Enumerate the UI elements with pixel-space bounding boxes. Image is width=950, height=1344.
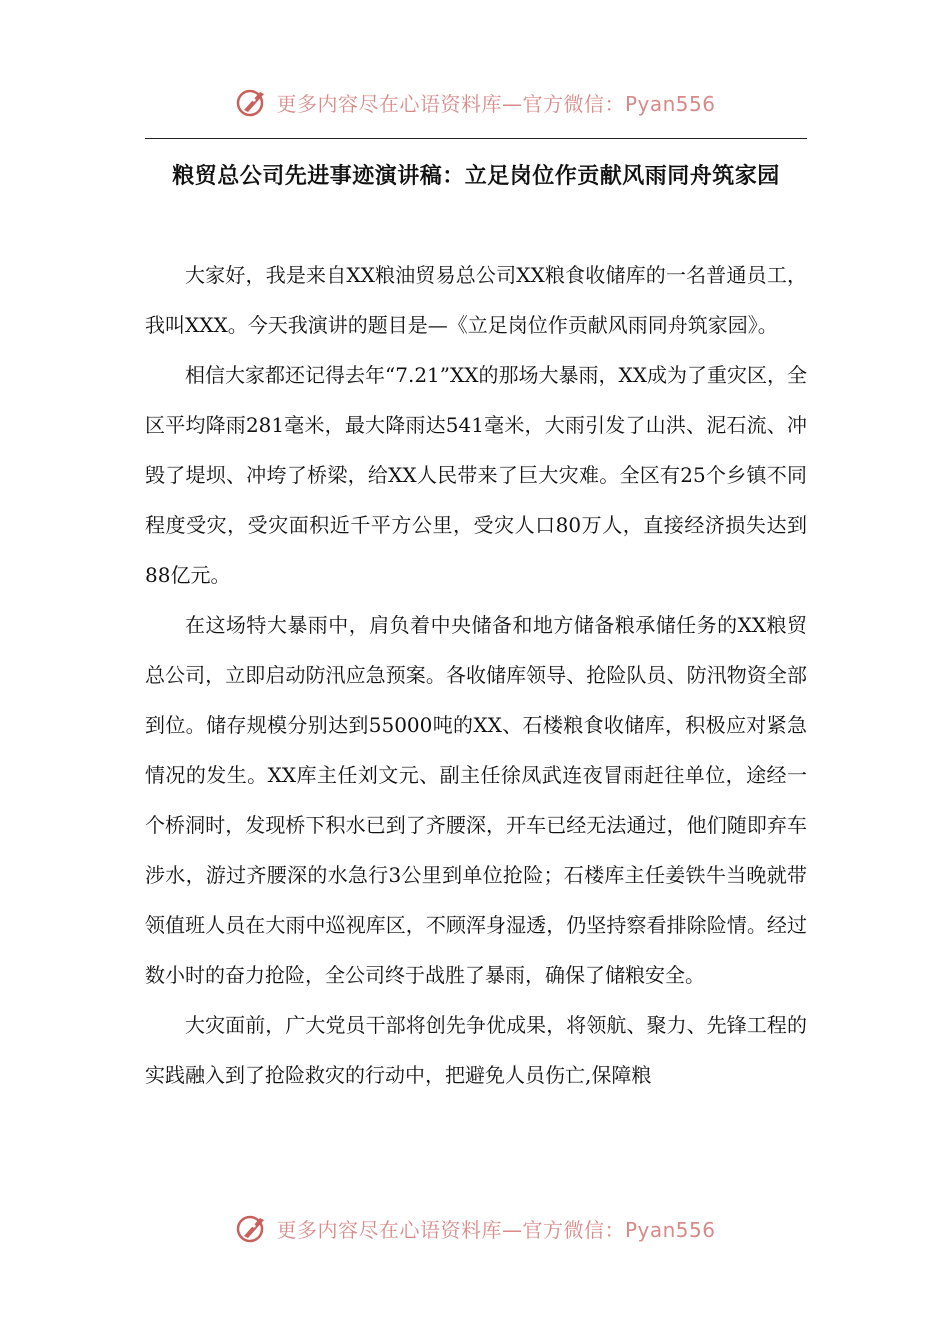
header-watermark xyxy=(0,84,950,120)
pen-nib-circle-icon xyxy=(234,84,270,120)
document-body xyxy=(145,250,807,1100)
paragraph: 大灾面前，广大党员干部将创先争优成果，将领航、聚力、先锋工程的实践融入到了抢险救灾的行动中，把避免人员伤亡,保障粮 xyxy=(145,1013,807,1087)
page-title: 粮贸总公司先进事迹演讲稿：立足岗位作贡献风雨同舟筑家园 xyxy=(172,163,780,189)
pen-nib-circle-icon xyxy=(234,1210,270,1246)
paragraph: 在这场特大暴雨中，肩负着中央储备和地方储备粮承储任务的XX粮贸总公司，立即启动防汛应急预案。各收储库领导、抢险队员、防汛物资全部到位。储存规模分别达到55000吨的XX、石楼粮食收储库，积极应对紧急情况的发生。XX库主任刘文元、副主任徐凤武连夜冒雨赶往单位，途经一个桥洞时，发现桥下积水已到了齐腰深，开车已经无法通过，他们随即弃车涉水，游过齐腰深的水急行3公里到单位抢险；石楼库主任姜铁牛当晚就带领值班人员在大雨中巡视库区，不顾浑身湿透，仍坚持察看排除险情。经过数小时的奋力抢险，全公司终于战胜了暴雨，确保了储粮安全。 xyxy=(145,613,807,987)
watermark-text: 更多内容尽在心语资料库—官方微信：Pyan556 xyxy=(276,91,716,116)
paragraph: 大家好，我是来自XX粮油贸易总公司XX粮食收储库的一名普通员工，我叫XXX。今天我演讲的题目是—《立足岗位作贡献风雨同舟筑家园》。 xyxy=(145,263,807,337)
paragraph: 相信大家都还记得去年“7.21”XX的那场大暴雨，XX成为了重灾区，全区平均降雨281毫米，最大降雨达541毫米，大雨引发了山洪、泥石流、冲毁了堤坝、冲垮了桥梁，给XX人民带来了巨大灾难。全区有25个乡镇不同程度受灾，受灾面积近千平方公里，受灾人口80万人，直接经济损失达到88亿元。 xyxy=(145,363,807,587)
footer-watermark xyxy=(0,1210,950,1246)
watermark-text: 更多内容尽在心语资料库—官方微信：Pyan556 xyxy=(276,1217,716,1242)
header-divider xyxy=(145,138,807,139)
